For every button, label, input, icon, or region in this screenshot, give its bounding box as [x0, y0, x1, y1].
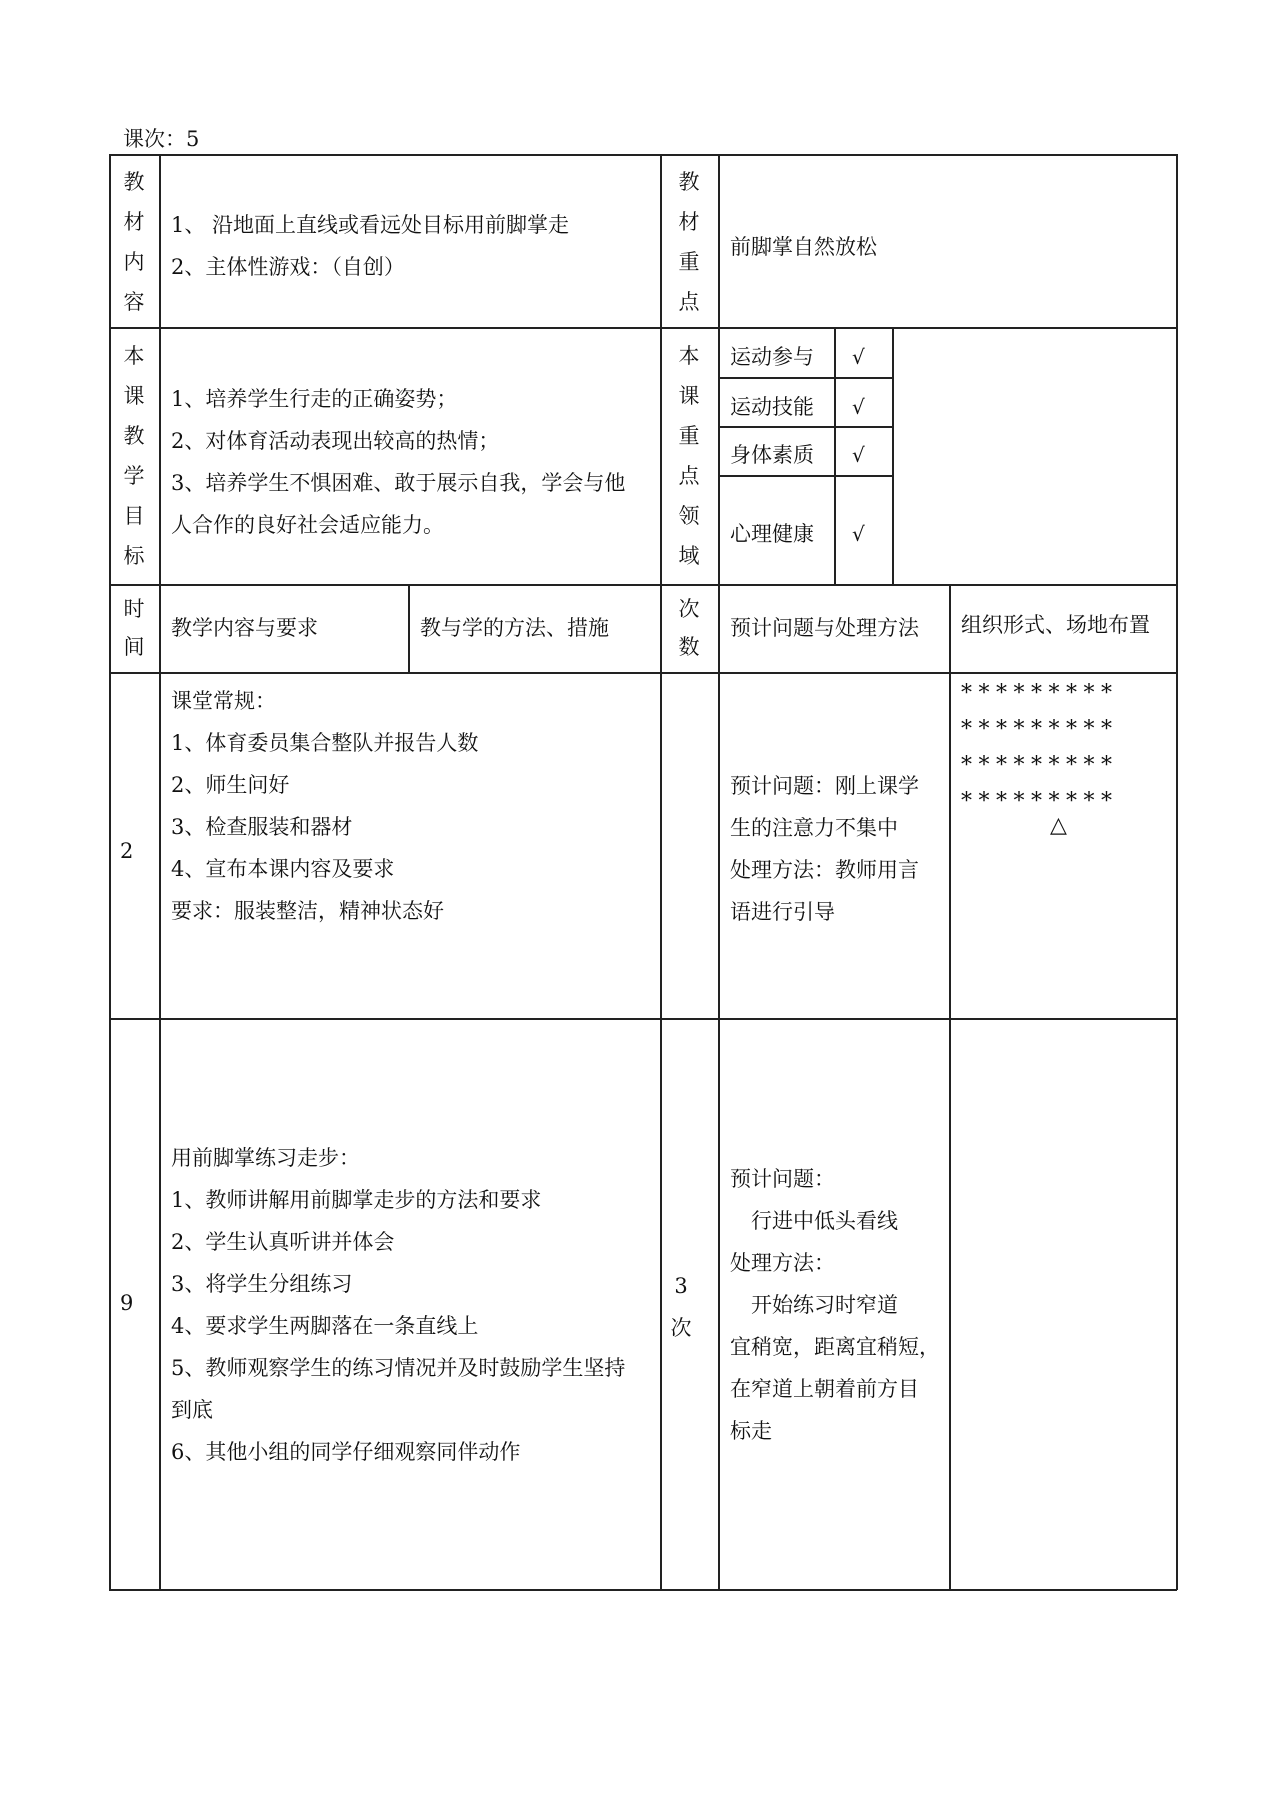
domain-check: √ [852, 443, 865, 467]
grid-line [892, 327, 894, 585]
student-formation-row: ********* [961, 789, 1119, 814]
count-header: 次 数 [678, 597, 700, 659]
student-formation-row: ********* [961, 753, 1119, 778]
domain-name: 身体素质 [730, 443, 814, 467]
grid-line [109, 1018, 1177, 1020]
time-header: 时 间 [123, 597, 145, 659]
grid-line [109, 1589, 1177, 1591]
domain-name: 运动参与 [730, 345, 814, 369]
methods-header: 教与学的方法、措施 [420, 616, 609, 640]
lesson-number: 课次：5 [123, 127, 200, 151]
section2-count: 3 次 [670, 1274, 692, 1340]
section1-time: 2 [120, 839, 134, 863]
student-formation-row: ********* [961, 717, 1119, 742]
grid-line [109, 584, 1177, 586]
grid-line [834, 327, 836, 585]
grid-line [1176, 154, 1178, 1590]
section2-problems: 预计问题： 行进中低头看线 处理方法： 开始练习时窄道 宜稍宽，距离宜稍短， 在窄道上朝着前方目 标走 [730, 1167, 940, 1443]
grid-line [109, 154, 1177, 156]
grid-line [408, 584, 410, 673]
section1-problems: 预计问题：刚上课学 生的注意力不集中 处理方法：教师用言 语进行引导 [730, 774, 919, 924]
domain-check: √ [852, 522, 865, 546]
problems-header: 预计问题与处理方法 [730, 616, 919, 640]
organization-header: 组织形式、场地布置 [961, 613, 1150, 637]
domain-name: 心理健康 [730, 522, 814, 546]
goals-label: 本 课 教 学 目 标 [123, 344, 145, 568]
section2-content: 用前脚掌练习走步： 1、教师讲解用前脚掌走步的方法和要求 2、学生认真听讲并体会 3、将学生分组练习 4、要求学生两脚落在一条直线上 5、教师观察学生的练习情况并及时鼓励学生坚持 到底 6、其他小组的同学仔细观察同伴动作 [171, 1146, 626, 1464]
domain-label: 本 课 重 点 领 域 [678, 344, 700, 568]
content-header: 教学内容与要求 [171, 616, 318, 640]
grid-line [159, 154, 161, 1590]
student-formation-row: ********* [961, 681, 1119, 706]
material-focus-text: 前脚掌自然放松 [730, 235, 877, 259]
material-focus-label: 教 材 重 点 [678, 170, 700, 314]
material-content: 1、 沿地面上直线或看远处目标用前脚掌走 2、主体性游戏：（自创） [171, 213, 570, 279]
domain-check: √ [852, 345, 865, 369]
domain-name: 运动技能 [730, 395, 814, 419]
grid-line [109, 672, 1177, 674]
material-label: 教 材 内 容 [123, 170, 145, 314]
section2-time: 9 [120, 1291, 134, 1315]
grid-line [718, 154, 720, 1590]
section1-content: 课堂常规： 1、体育委员集合整队并报告人数 2、师生问好 3、检查服装和器材 4、宣布本课内容及要求 要求：服装整洁，精神状态好 [171, 689, 479, 923]
teacher-position-icon: △ [1050, 813, 1067, 838]
grid-line [949, 584, 951, 1590]
grid-line [109, 327, 1177, 329]
domain-check: √ [852, 395, 865, 419]
goals-content: 1、培养学生行走的正确姿势； 2、对体育活动表现出较高的热情； 3、培养学生不惧困难、敢于展示自我，学会与他 人合作的良好社会适应能力。 [171, 387, 626, 537]
